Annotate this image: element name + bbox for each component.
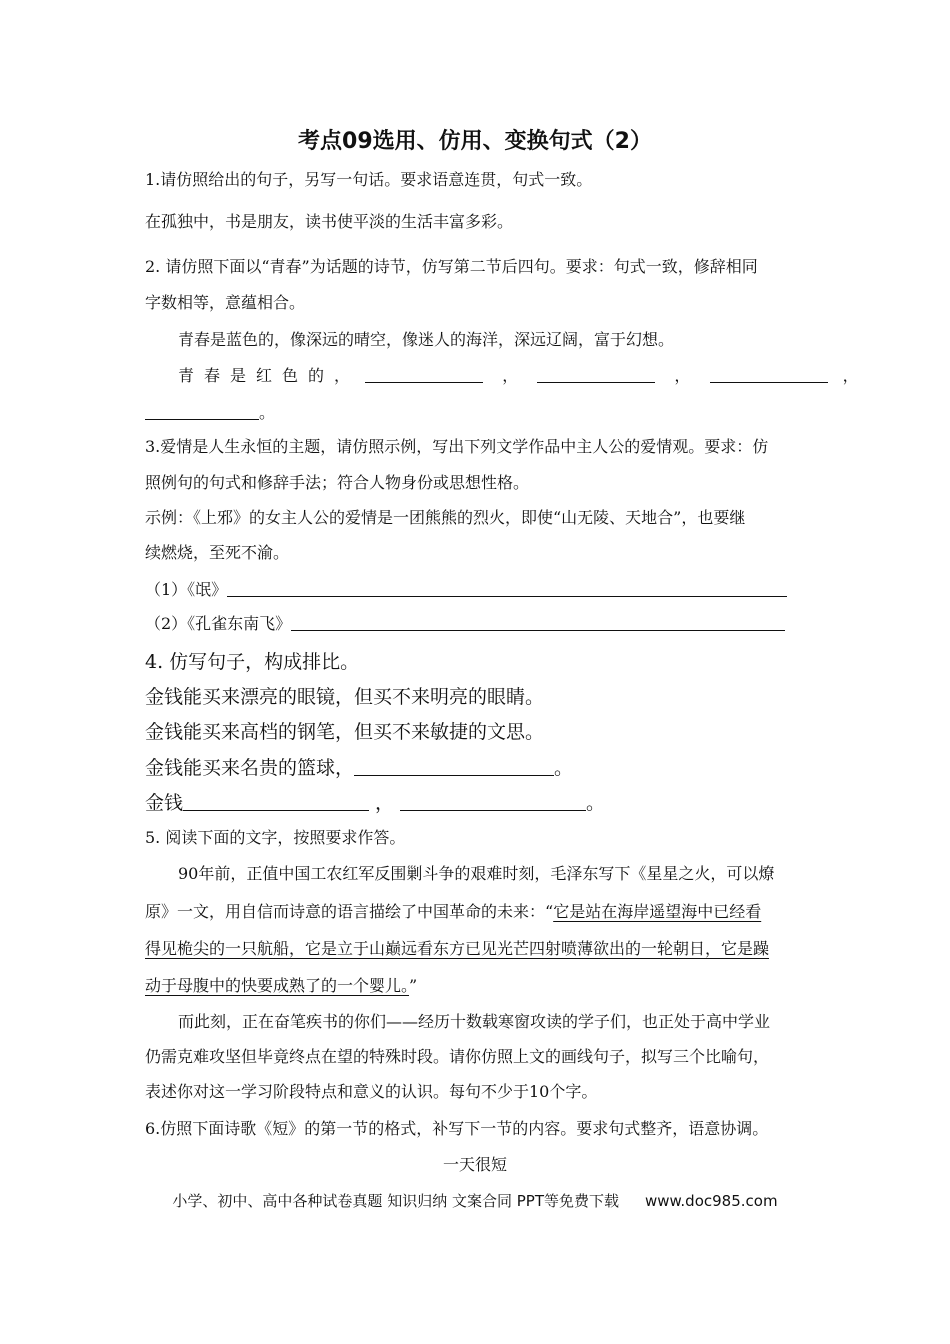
answer-blank[interactable] [183, 794, 369, 811]
separator: ， [502, 366, 519, 385]
q4-line2: 金钱能买来高档的钢笔，但买不来敏捷的文思。 [145, 721, 545, 743]
answer-blank[interactable] [354, 759, 554, 776]
q2-example: 青春是蓝色的，像深远的晴空，像迷人的海洋，深远辽阔，富于幻想。 [178, 330, 675, 349]
answer-blank[interactable] [537, 366, 655, 383]
q5-underlined-text: 得见桅尖的一只航船，它是立于山巅远看东方已见光芒四射喷薄欲出的一轮朝日，它是躁 [145, 939, 770, 958]
q2-fill-line2 [145, 403, 275, 423]
q5-para2-line3: 表述你对这一学习阶段特点和意义的认识。每句不少于10个字。 [145, 1082, 598, 1101]
q5-para1-line1: 90年前，正值中国工农红军反围剿斗争的艰难时刻，毛泽东写下《星星之火，可以燎 [178, 864, 775, 883]
q2-fill-line [178, 366, 859, 386]
q3-item-label: （2）《孔雀东南飞》 [145, 614, 292, 633]
separator: ， [375, 792, 395, 814]
q5-underlined-text: 它是站在海岸遥望海中已经看 [553, 902, 762, 921]
page-footer [0, 1190, 950, 1211]
q5-underlined-text: 动于母腹中的快要成熟了的一个婴儿。 [145, 976, 410, 995]
q3-prompt-line2: 照例句的句式和修辞手法；符合人物身份或思想性格。 [145, 473, 530, 492]
answer-blank[interactable] [400, 794, 586, 811]
q5-para2-line2: 仍需克难攻坚但毕竟终点在望的特殊时段。请你仿照上文的画线句子，拟写三个比喻句， [145, 1047, 770, 1066]
q3-example-line1: 示例：《上邪》的女主人公的爱情是一团熊熊的烈火，即使“山无陵、天地合”，也要继 [145, 508, 746, 527]
q2-prompt-line2: 字数相等，意蕴相合。 [145, 293, 306, 312]
q3-prompt-line1: 3.爱情是人生永恒的主题，请仿照示例，写出下列文学作品中主人公的爱情观。要求：仿 [145, 437, 769, 456]
separator: ， [842, 366, 859, 385]
period: 。 [259, 403, 276, 422]
answer-blank[interactable] [365, 366, 483, 383]
answer-blank[interactable] [710, 366, 828, 383]
q2-fill-start: 青春是红色的， [178, 366, 361, 385]
q1-prompt: 1.请仿照给出的句子，另写一句话。要求语意连贯，句式一致。 [145, 170, 593, 189]
q5-para1-line2 [145, 902, 761, 922]
page-title: 考点09选用、仿用、变换句式（2） [298, 129, 652, 154]
q1-example: 在孤独中，书是朋友，读书使平淡的生活丰富多彩。 [145, 212, 514, 231]
q4-line3-start: 金钱能买来名贵的篮球， [145, 757, 355, 779]
answer-blank[interactable] [291, 614, 785, 631]
q3-example-line2: 续燃烧，至死不渝。 [145, 543, 290, 562]
q3-item-2 [145, 614, 785, 634]
q5-para2-line1: 而此刻，正在奋笔疾书的你们——经历十数载寒窗攻读的学子们，也正处于高中学业 [178, 1012, 771, 1031]
period: 。 [586, 792, 606, 814]
q5-para1-line2-plain: 原》一文，用自信而诗意的语言描绘了中国革命的未来：“ [145, 902, 554, 921]
q4-line4-start: 金钱 [145, 792, 184, 814]
footer-text: 小学、初中、高中各种试卷真题 知识归纳 文案合同 PPT等免费下载 [172, 1192, 619, 1210]
q6-poem-line1: 一天很短 [442, 1155, 507, 1174]
footer-site-link[interactable]: www.doc985.com [644, 1192, 778, 1210]
q4-line4 [145, 791, 605, 815]
q2-prompt-line1: 2. 请仿照下面以“青春”为话题的诗节，仿写第二节后四句。要求：句式一致，修辞相同 [145, 257, 758, 276]
period: 。 [554, 757, 574, 779]
answer-blank[interactable] [145, 403, 259, 420]
separator: ， [674, 366, 691, 385]
q3-item-label: （1）《氓》 [145, 580, 228, 599]
closing-quote: ” [409, 976, 418, 995]
q5-para1-line4 [145, 976, 417, 996]
answer-blank[interactable] [227, 580, 787, 597]
q3-item-1 [145, 580, 787, 600]
q4-prompt: 4. 仿写句子，构成排比。 [145, 651, 360, 673]
q5-prompt: 5. 阅读下面的文字，按照要求作答。 [145, 828, 406, 847]
q6-prompt: 6.仿照下面诗歌《短》的第一节的格式，补写下一节的内容。要求句式整齐，语意协调。 [145, 1119, 769, 1138]
q4-line1: 金钱能买来漂亮的眼镜，但买不来明亮的眼睛。 [145, 686, 545, 708]
q4-line3 [145, 756, 573, 780]
